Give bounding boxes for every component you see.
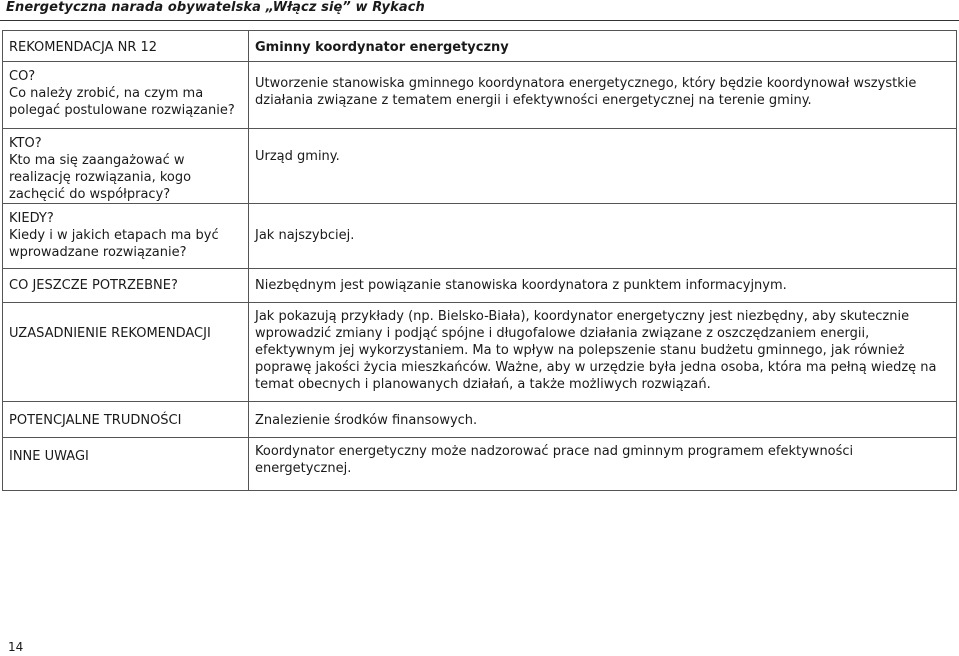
row-value: Niezbędnym jest powiązanie stanowiska koordynatora z punktem informacyjnym. <box>249 269 957 303</box>
row-label: KIEDY? Kiedy i w jakich etapach ma być wprowadzane rozwiązanie? <box>3 204 249 269</box>
table-row <box>3 303 957 402</box>
row-label: KTO? Kto ma się zaangażować w realizację rozwiązania, kogo zachęcić do współpracy? <box>3 129 249 204</box>
table-row <box>3 31 957 62</box>
row-label: CO? Co należy zrobić, na czym ma polegać postulowane rozwiązanie? <box>3 62 249 129</box>
table-row <box>3 204 957 269</box>
header-rule <box>0 20 959 21</box>
table-row <box>3 62 957 129</box>
row-label: CO JESZCZE POTRZEBNE? <box>3 269 249 303</box>
row-value: Koordynator energetyczny może nadzorować prace nad gminnym programem efektywności energetycznej. <box>249 438 957 491</box>
table-row <box>3 402 957 438</box>
table-row <box>3 269 957 303</box>
row-label: UZASADNIENIE REKOMENDACJI <box>3 303 249 402</box>
row-label: REKOMENDACJA NR 12 <box>3 31 249 62</box>
row-label: POTENCJALNE TRUDNOŚCI <box>3 402 249 438</box>
row-value: Znalezienie środków finansowych. <box>249 402 957 438</box>
page-number: 14 <box>8 640 24 654</box>
row-value: Jak pokazują przykłady (np. Bielsko-Biała), koordynator energetyczny jest niezbędny, aby skutecznie wprowadzić zmiany i podjąć spójne i długofalowe działania związane z oszczędzaniem energii, efektywnym jej wykorzystaniem. Ma to wpływ na polepszenie stanu budżetu gminnego, jak również poprawę jakości życia mieszkańców. Ważne, aby w urzędzie była jedna osoba, która ma pełną wiedzę na temat obecnych i planowanych działań, a także możliwych rozwiązań. <box>249 303 957 402</box>
table-row <box>3 438 957 491</box>
recommendation-table <box>2 30 957 491</box>
table-row <box>3 129 957 204</box>
row-value: Jak najszybciej. <box>249 204 957 269</box>
row-label: INNE UWAGI <box>3 438 249 491</box>
row-value: Utworzenie stanowiska gminnego koordynatora energetycznego, który będzie koordynował wszystkie działania związane z tematem energii i efektywności energetycznej na terenie gminy. <box>249 62 957 129</box>
document-header: Energetyczna narada obywatelska „Włącz się” w Rykach <box>6 0 425 15</box>
row-value: Urząd gminy. <box>249 129 957 204</box>
recommendation-title: Gminny koordynator energetyczny <box>249 31 957 62</box>
